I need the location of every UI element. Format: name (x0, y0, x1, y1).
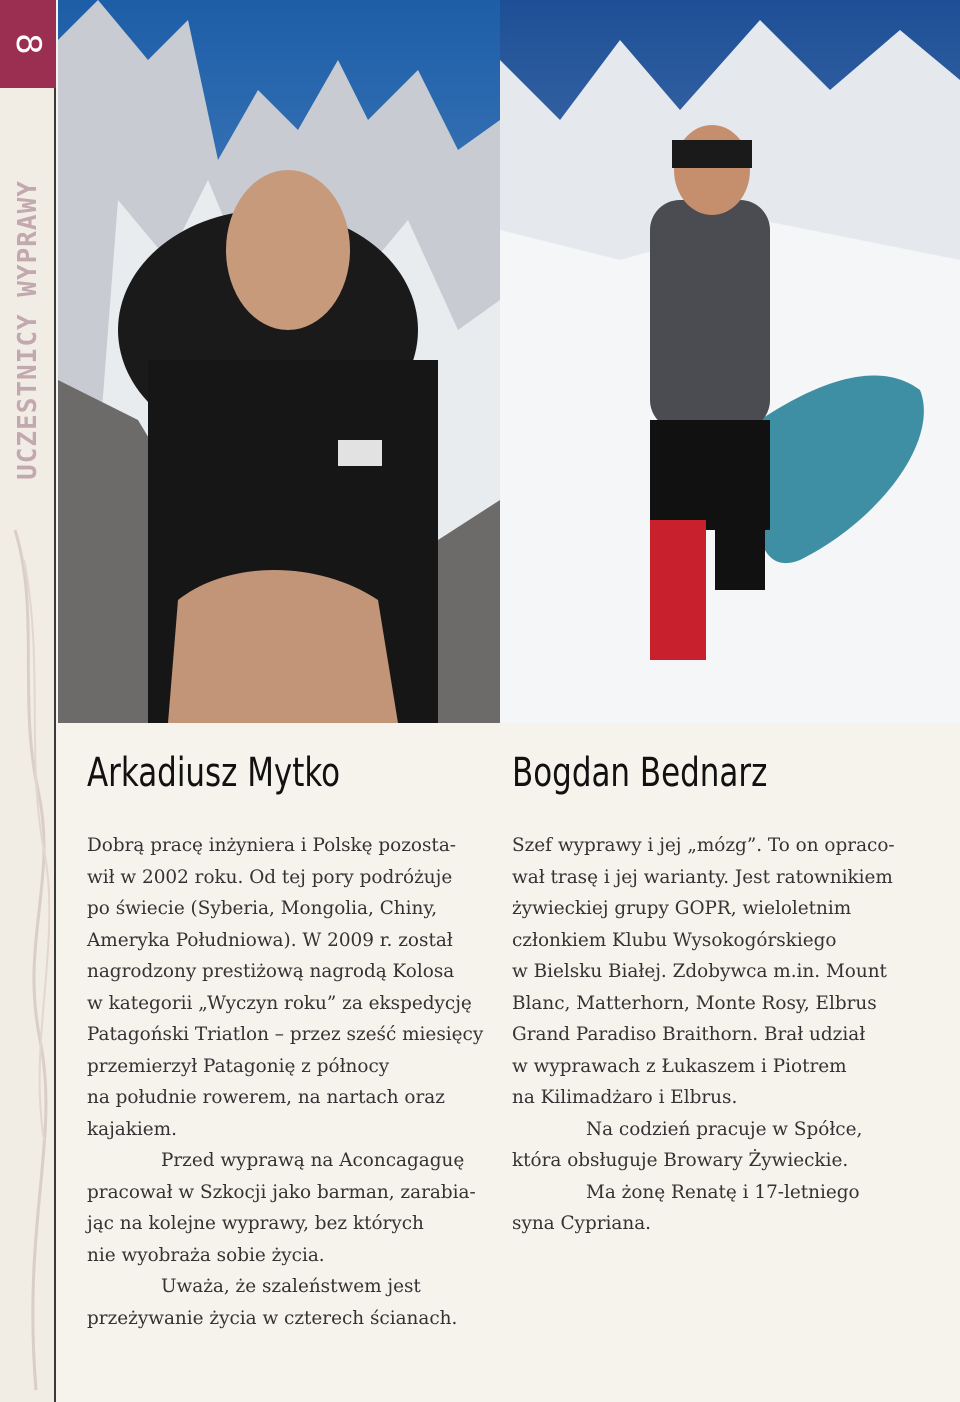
bio-line: Na codzień pracuje w Spółce, (586, 1118, 863, 1140)
bio-line: wił w 2002 roku. Od tej pory podróżuje (87, 866, 453, 888)
bio-line: żywieckiej grupy GOPR, wieloletnim (512, 898, 852, 919)
bio-line: Uważa, że szaleństwem jest (161, 1276, 421, 1297)
bio-line: nie wyobraża sobie życia. (87, 1244, 325, 1266)
bio-line: członkiem Klubu Wysokogórskiego (512, 929, 837, 951)
bio-line: wał trasę i jej warianty. Jest ratownikiem (512, 866, 893, 888)
bio-line: na południe rowerem, na nartach oraz (87, 1087, 445, 1108)
bio-bogdan (512, 830, 912, 1240)
section-label: UCZESTNICY WYPRAWY (13, 180, 43, 480)
bio-line: Przed wyprawą na Aconcagaguę (161, 1150, 465, 1171)
bio-line: kajakiem. (87, 1118, 177, 1140)
bio-line: przemierzył Patagonię z północy (87, 1055, 390, 1077)
bio-line: Patagoński Triatlon – przez sześć miesięcy (87, 1024, 484, 1045)
bio-line: jąc na kolejne wyprawy, bez których (87, 1213, 424, 1234)
photo-arkadiusz (58, 0, 500, 723)
page-number: 8 (7, 33, 48, 55)
bio-line: na Kilimadżaro i Elbrus. (512, 1087, 738, 1108)
bio-line: w kategorii „Wyczyn roku” za ekspedycję (87, 992, 472, 1014)
bio-line: Szef wyprawy i jej „mózg”. To on opraco- (512, 835, 895, 856)
bio-line: syna Cypriana. (512, 1213, 652, 1234)
bio-paragraph (87, 1145, 487, 1271)
bio-line: Ma żonę Renatę i 17-letniego (586, 1181, 860, 1203)
person-name-arkadiusz: Arkadiusz Mytko (87, 750, 341, 796)
bio-paragraph (87, 1271, 487, 1334)
bio-line: nagrodzony prestiżową nagrodą Kolosa (87, 961, 455, 982)
photo-bogdan (500, 0, 960, 723)
bio-paragraph (512, 1177, 912, 1240)
portrait-photo-icon (500, 0, 960, 723)
bio-paragraph (512, 1114, 912, 1177)
page-number-tab (0, 0, 56, 88)
bio-line: po świecie (Syberia, Mongolia, Chiny, (87, 898, 438, 919)
bio-line: Ameryka Południowa). W 2009 r. został (87, 929, 453, 951)
decorative-scribble-icon (10, 520, 50, 1400)
bio-paragraph (87, 830, 487, 1145)
portrait-photo-icon (58, 0, 500, 723)
bio-line: Grand Paradiso Braithorn. Brał udział (512, 1024, 866, 1045)
bio-line: Blanc, Matterhorn, Monte Rosy, Elbrus (512, 992, 877, 1014)
bio-line: w wyprawach z Łukaszem i Piotrem (512, 1055, 847, 1077)
person-name-bogdan: Bogdan Bednarz (512, 750, 768, 796)
bio-arkadiusz (87, 830, 487, 1334)
bio-line: w Bielsku Białej. Zdobywca m.in. Mount (512, 961, 887, 982)
bio-line: pracował w Szkocji jako barman, zarabia- (87, 1181, 476, 1203)
bio-paragraph (512, 830, 912, 1114)
bio-line: Dobrą pracę inżyniera i Polskę pozosta- (87, 835, 456, 856)
bio-line: która obsługuje Browary Żywieckie. (512, 1150, 849, 1171)
bio-line: przeżywanie życia w czterech ścianach. (87, 1307, 458, 1329)
